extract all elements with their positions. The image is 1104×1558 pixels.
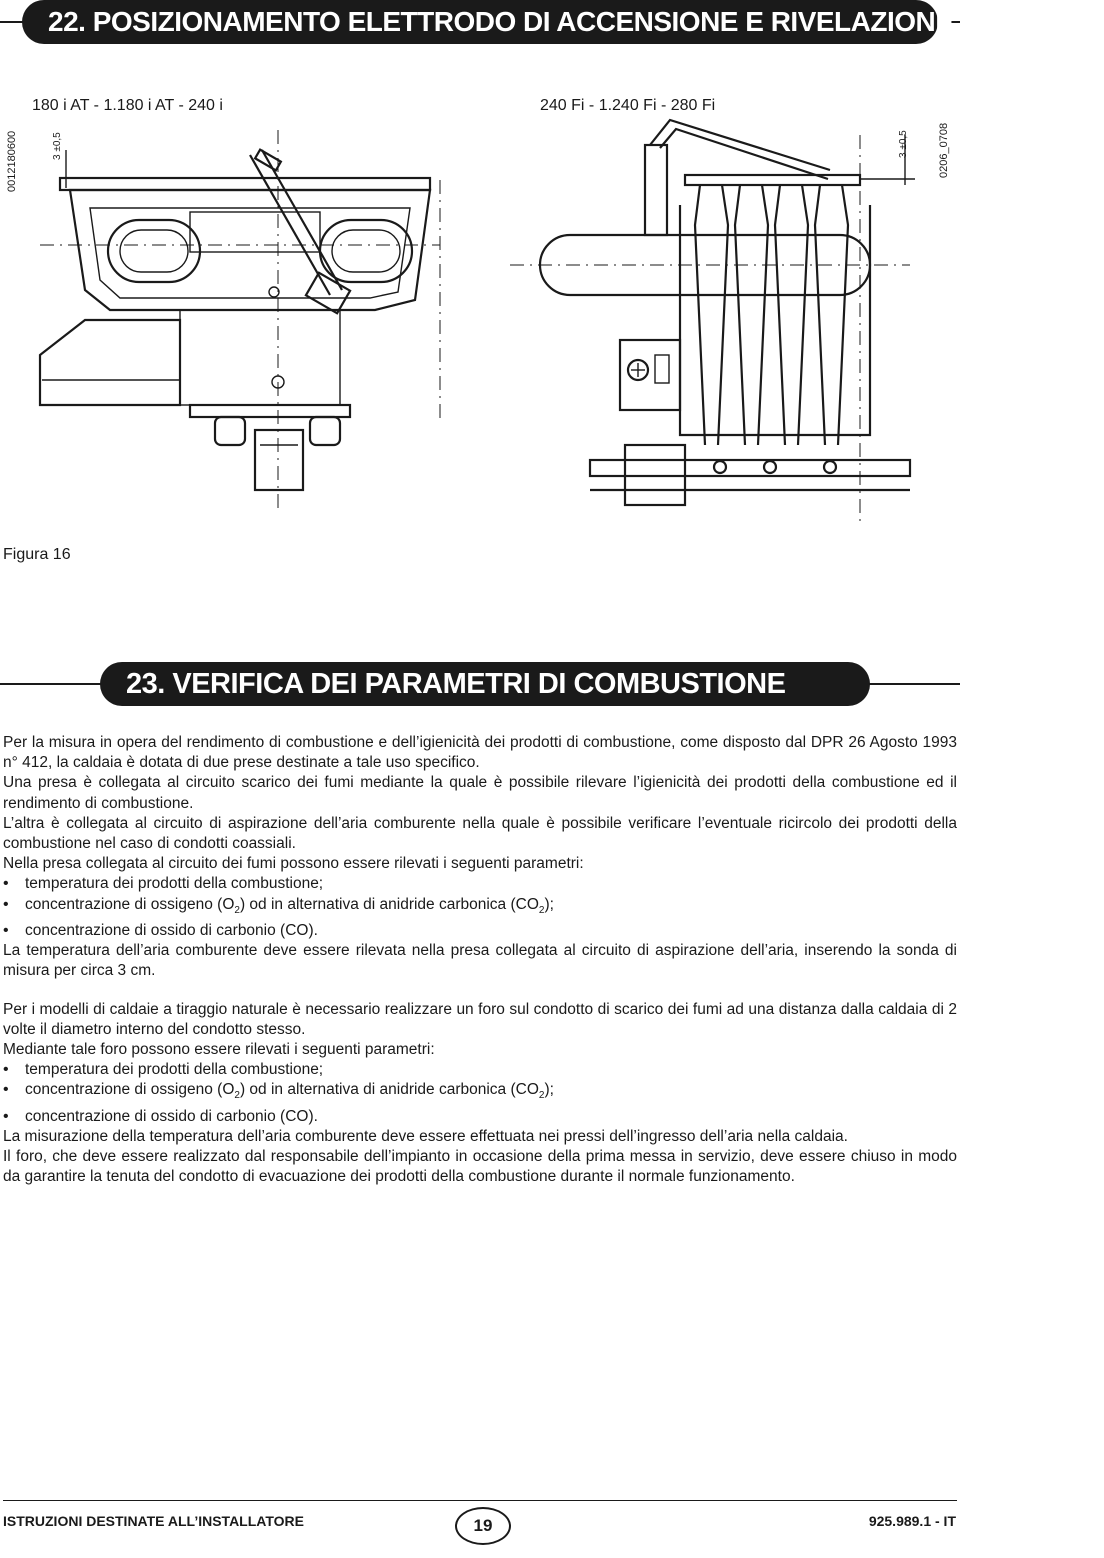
list-item <box>3 895 957 921</box>
parameter-list-2 <box>3 1060 957 1127</box>
paragraph: Mediante tale foro possono essere rilevati i seguenti parametri: <box>3 1040 435 1058</box>
section-23-body <box>3 733 957 1187</box>
list-item-text: ); <box>544 895 554 913</box>
paragraph: Per i modelli di caldaie a tiraggio naturale è necessario realizzare un foro sul condotto di scarico dei fumi ad una distanza dalla caldaia di 2 volte il diametro interno del condotto stesso. <box>3 1000 957 1038</box>
left-dimension-label: 3 ±0,5 <box>52 132 63 160</box>
paragraph: Una presa è collegata al circuito scarico dei fumi mediante la quale è possibile rilevare l’igienicità dei prodotti della combustione ed il rendimento di combustione. <box>3 774 957 812</box>
list-item-text: ) od in alternativa di anidride carbonica (CO <box>239 1081 539 1099</box>
burner-fins <box>695 185 848 445</box>
list-item-text: ) od in alternativa di anidride carbonica (CO <box>239 895 539 913</box>
section-22-header <box>0 0 1104 44</box>
list-item: • temperatura dei prodotti della combustione; <box>3 1060 957 1080</box>
parameter-list-1 <box>3 874 957 941</box>
right-dimension-label: 3 ±0,5 <box>898 130 909 158</box>
paragraph: La temperatura dell’aria comburente deve essere rilevata nella presa collegata al circuito di aspirazione dell’aria, inserendo la sonda di misura per circa 3 cm. <box>3 942 957 980</box>
figure-caption: Figura 16 <box>3 546 71 563</box>
left-burner-drawing <box>30 120 450 520</box>
footer-left-text: ISTRUZIONI DESTINATE ALL’INSTALLATORE <box>3 1513 304 1529</box>
paragraph: Nella presa collegata al circuito dei fumi possono essere rilevati i seguenti parametri: <box>3 855 584 873</box>
subscript: 2 <box>538 1090 545 1102</box>
subscript: 2 <box>234 904 240 916</box>
section-22-title: 22. POSIZIONAMENTO ELETTRODO DI ACCENSIONE E RIVELAZIONE DI FIAMMA <box>22 0 938 44</box>
list-item: • concentrazione di ossido di carbonio (CO). <box>3 1107 957 1127</box>
page-number: 19 <box>455 1507 511 1545</box>
left-model-label: 180 i AT - 1.180 i AT - 240 i <box>32 97 223 114</box>
subscript: 2 <box>234 1090 240 1102</box>
right-model-label: 240 Fi - 1.240 Fi - 280 Fi <box>540 97 716 114</box>
section-23-title: 23. VERIFICA DEI PARAMETRI DI COMBUSTIONE <box>100 662 870 706</box>
right-burner-drawing <box>500 115 920 535</box>
paragraph: Per la misura in opera del rendimento di combustione e dell’igienicità dei prodotti di combustione, come disposto dal DPR 26 Agosto 1993 n° 412, la caldaia è dotata di due prese destinate a tale uso specifico. <box>3 734 957 772</box>
list-item-text: concentrazione di ossigeno (O <box>25 1081 235 1099</box>
list-item: • temperatura dei prodotti della combustione; <box>3 874 957 894</box>
document-code: 925.989.1 - IT <box>868 1513 956 1529</box>
subscript: 2 <box>538 904 545 916</box>
footer-rule <box>3 1500 957 1501</box>
list-item-text: concentrazione di ossigeno (O <box>25 895 235 913</box>
list-item <box>3 1080 957 1106</box>
left-drawing-code: 0012180600 <box>6 130 18 192</box>
paragraph: L’altra è collegata al circuito di aspirazione dell’aria comburente nella quale è possibile verificare l’eventuale ricircolo dei prodotti della combustione nel caso di condotti coassiali. <box>3 814 957 853</box>
list-item: • concentrazione di ossido di carbonio (CO). <box>3 921 957 941</box>
list-item-text: ); <box>544 1081 554 1099</box>
section-23-header <box>0 662 960 706</box>
paragraph: La misurazione della temperatura dell’aria comburente deve essere effettuata nei pressi dell’ingresso dell’aria nella caldaia. <box>3 1127 848 1145</box>
paragraph: Il foro, che deve essere realizzato dal responsabile dell’impianto in occasione della prima messa in servizio, deve essere chiuso in modo da garantire la tenuta del condotto di evacuazione dei prodotti della combustione durante il normale funzionamento. <box>3 1148 957 1186</box>
right-drawing-code: 0206_0708 <box>938 122 950 178</box>
